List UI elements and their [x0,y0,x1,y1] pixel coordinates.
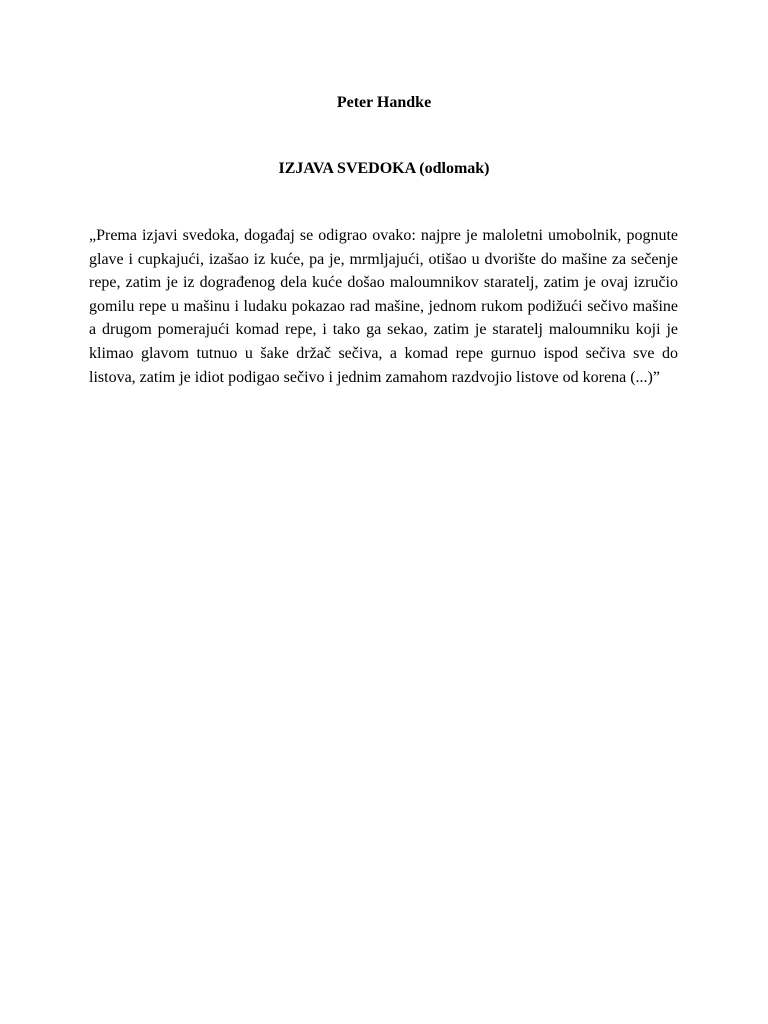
document-title: IZJAVA SVEDOKA (odlomak) [278,160,490,177]
excerpt-paragraph: „Prema izjavi svedoka, događaj se odigrao ovako: najpre je maloletni umobolnik, pognute glave i cupkajući, izašao iz kuće, pa je, mrmljajući, otišao u dvorište do mašine za sečenje repe, zatim je iz dograđenog dela kuće došao maloumnikov staratelj, zatim je ovaj izručio gomilu repe u mašinu i ludaku pokazao rad mašine, jednom rukom podižući sečivo mašine a drugom pomerajući komad repe, i tako ga sekao, zatim je staratelj maloumniku koji je klimao glavom tutnuo u šake držač sečiva, a komad repe gurnuo ispod sečiva sve do listova, zatim je idiot podigao sečivo i jednim zamahom razdvojio listove od korena (...)” [89,227,678,386]
author-name: Peter Handke [336,94,432,111]
